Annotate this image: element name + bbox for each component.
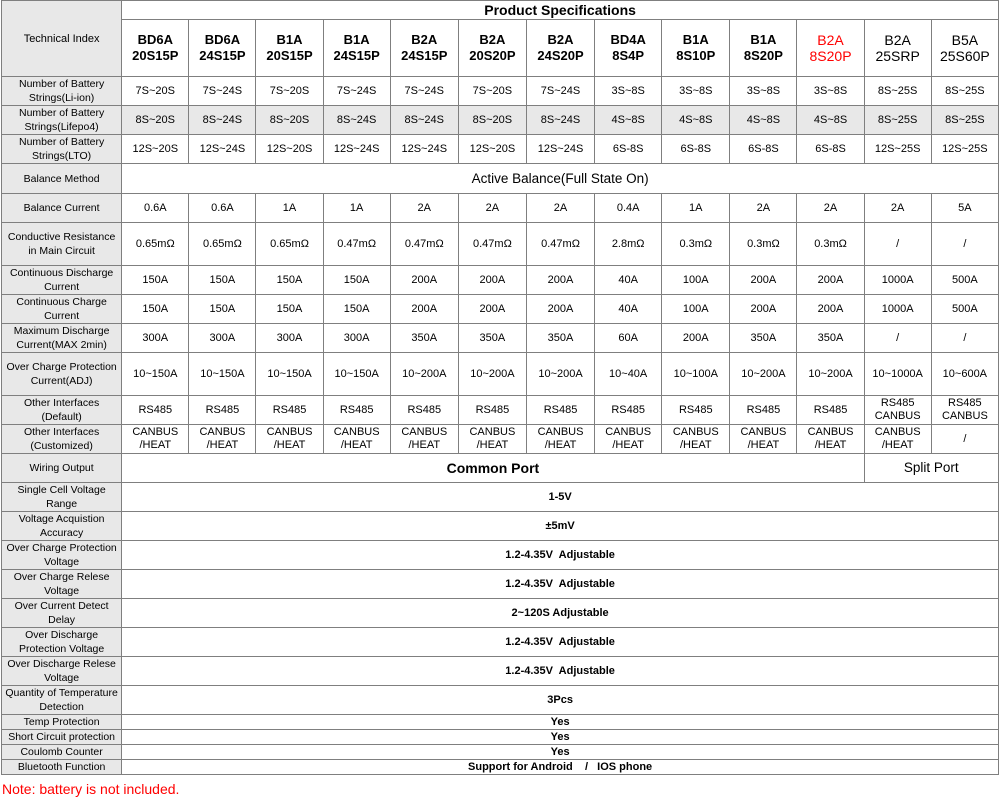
- spec-value: 2A: [864, 194, 931, 223]
- spec-value: 12S~25S: [931, 135, 998, 164]
- spec-label: Over Charge Relese Voltage: [2, 570, 122, 599]
- spec-value: ±5mV: [122, 512, 999, 541]
- spec-value: 3S~8S: [662, 77, 730, 106]
- spec-value: 3S~8S: [730, 77, 797, 106]
- table-row: [2, 106, 999, 135]
- spec-value: 2A: [730, 194, 797, 223]
- model-header: [730, 20, 797, 77]
- spec-value: Yes: [122, 745, 999, 760]
- spec-value: 12S~20S: [256, 135, 323, 164]
- spec-value: 200A: [458, 266, 526, 295]
- spec-value: 8S~20S: [122, 106, 189, 135]
- model-config: 25S60P: [939, 48, 990, 64]
- spec-label: Over Charge Protection Voltage: [2, 541, 122, 570]
- spec-value: 0.47mΩ: [323, 223, 390, 266]
- spec-value: 1.2-4.35V Adjustable: [122, 541, 999, 570]
- spec-label: Bluetooth Function: [2, 760, 122, 775]
- spec-value: 500A: [931, 266, 998, 295]
- spec-value: 500A: [931, 295, 998, 324]
- spec-value: 1A: [662, 194, 730, 223]
- spec-value: 0.6A: [189, 194, 256, 223]
- spec-value: 3Pcs: [122, 686, 999, 715]
- spec-value: 350A: [526, 324, 594, 353]
- spec-value: 8S~20S: [458, 106, 526, 135]
- spec-value: 6S-8S: [662, 135, 730, 164]
- model-series: BD6A: [137, 32, 173, 47]
- spec-value: 0.65mΩ: [256, 223, 323, 266]
- spec-value: Yes: [122, 730, 999, 745]
- table-row: [2, 512, 999, 541]
- spec-value: CANBUS /HEAT: [730, 425, 797, 454]
- spec-value: RS485: [526, 396, 594, 425]
- table-row: [2, 194, 999, 223]
- spec-value: CANBUS /HEAT: [595, 425, 662, 454]
- spec-value: 150A: [323, 295, 390, 324]
- spec-label: Over Charge Protection Current(ADJ): [2, 353, 122, 396]
- table-row: [2, 745, 999, 760]
- table-row: [2, 20, 999, 77]
- spec-value: 10~200A: [390, 353, 458, 396]
- model-header: [797, 20, 864, 77]
- spec-value: 0.47mΩ: [390, 223, 458, 266]
- spec-value: CANBUS /HEAT: [797, 425, 864, 454]
- model-series: B1A: [343, 32, 370, 47]
- table-row: [2, 164, 999, 194]
- table-row: [2, 77, 999, 106]
- spec-value: 3S~8S: [797, 77, 864, 106]
- common-port: Common Port: [122, 454, 864, 483]
- spec-value: 6S-8S: [797, 135, 864, 164]
- spec-value: 12S~20S: [458, 135, 526, 164]
- model-header: [662, 20, 730, 77]
- spec-value: 12S~24S: [323, 135, 390, 164]
- model-series: B2A: [479, 32, 506, 47]
- spec-value: 7S~24S: [526, 77, 594, 106]
- split-port: Split Port: [864, 454, 998, 483]
- model-series: BD4A: [610, 32, 646, 47]
- spec-value: 0.47mΩ: [458, 223, 526, 266]
- spec-value: 10~200A: [797, 353, 864, 396]
- spec-value: 10~200A: [730, 353, 797, 396]
- spec-label: Conductive Resistance in Main Circuit: [2, 223, 122, 266]
- table-row: [2, 541, 999, 570]
- spec-table: [1, 0, 999, 775]
- spec-value: 12S~20S: [122, 135, 189, 164]
- spec-value: 10~1000A: [864, 353, 931, 396]
- spec-value: 300A: [189, 324, 256, 353]
- model-header: [390, 20, 458, 77]
- spec-value: 1A: [323, 194, 390, 223]
- spec-value: /: [931, 324, 998, 353]
- spec-label: Balance Method: [2, 164, 122, 194]
- spec-value: CANBUS /HEAT: [323, 425, 390, 454]
- spec-value: 7S~20S: [256, 77, 323, 106]
- spec-value: 200A: [730, 266, 797, 295]
- spec-label: Short Circuit protection: [2, 730, 122, 745]
- table-row: [2, 730, 999, 745]
- spec-value: 1000A: [864, 295, 931, 324]
- page-title: Product Specifications: [122, 1, 999, 20]
- spec-value: 8S~25S: [864, 77, 931, 106]
- model-config: 24S15P: [333, 48, 380, 63]
- spec-label: Over Current Detect Delay: [2, 599, 122, 628]
- spec-label: Coulomb Counter: [2, 745, 122, 760]
- spec-value: 150A: [256, 266, 323, 295]
- spec-value: CANBUS /HEAT: [864, 425, 931, 454]
- spec-value: 4S~8S: [797, 106, 864, 135]
- spec-value: 12S~24S: [526, 135, 594, 164]
- spec-label: Balance Current: [2, 194, 122, 223]
- spec-value: /: [931, 425, 998, 454]
- model-header: [189, 20, 256, 77]
- model-series: B2A: [411, 32, 438, 47]
- spec-value: 10~200A: [526, 353, 594, 396]
- spec-value: 10~150A: [122, 353, 189, 396]
- spec-value: RS485: [797, 396, 864, 425]
- spec-value: CANBUS /HEAT: [526, 425, 594, 454]
- spec-value: 150A: [189, 266, 256, 295]
- spec-value: 4S~8S: [662, 106, 730, 135]
- spec-value: 1.2-4.35V Adjustable: [122, 570, 999, 599]
- spec-value: 200A: [797, 266, 864, 295]
- spec-value: 12S~24S: [189, 135, 256, 164]
- spec-label: Temp Protection: [2, 715, 122, 730]
- spec-value: 12S~24S: [390, 135, 458, 164]
- model-series: B1A: [750, 32, 777, 47]
- spec-value: Yes: [122, 715, 999, 730]
- spec-value: 350A: [797, 324, 864, 353]
- spec-value: 8S~24S: [323, 106, 390, 135]
- spec-value: RS485: [595, 396, 662, 425]
- spec-value: 8S~24S: [526, 106, 594, 135]
- table-row: [2, 570, 999, 599]
- spec-value: 150A: [122, 295, 189, 324]
- spec-value: 40A: [595, 266, 662, 295]
- table-row: [2, 483, 999, 512]
- model-series: B1A: [682, 32, 709, 47]
- spec-value: CANBUS /HEAT: [662, 425, 730, 454]
- spec-value: 0.4A: [595, 194, 662, 223]
- spec-value: 0.65mΩ: [122, 223, 189, 266]
- table-row: [2, 628, 999, 657]
- spec-value: Active Balance(Full State On): [122, 164, 999, 194]
- model-header: [122, 20, 189, 77]
- spec-value: 350A: [730, 324, 797, 353]
- spec-value: 300A: [256, 324, 323, 353]
- spec-value: 200A: [390, 295, 458, 324]
- spec-label: Over Discharge Relese Voltage: [2, 657, 122, 686]
- spec-value: 6S-8S: [730, 135, 797, 164]
- model-header: [595, 20, 662, 77]
- spec-value: CANBUS /HEAT: [189, 425, 256, 454]
- spec-value: RS485 CANBUS: [931, 396, 998, 425]
- spec-value: 3S~8S: [595, 77, 662, 106]
- spec-value: 0.65mΩ: [189, 223, 256, 266]
- model-series: B2A: [884, 32, 911, 48]
- spec-value: 7S~20S: [458, 77, 526, 106]
- spec-value: 100A: [662, 295, 730, 324]
- model-series: B5A: [951, 32, 979, 48]
- model-series: BD6A: [204, 32, 241, 47]
- spec-label: Single Cell Voltage Range: [2, 483, 122, 512]
- spec-value: 300A: [122, 324, 189, 353]
- spec-value: 4S~8S: [730, 106, 797, 135]
- spec-value: 200A: [797, 295, 864, 324]
- spec-value: 7S~24S: [189, 77, 256, 106]
- spec-value: 350A: [458, 324, 526, 353]
- spec-value: 6S-8S: [595, 135, 662, 164]
- model-config: 25SRP: [875, 48, 920, 64]
- spec-value: 1000A: [864, 266, 931, 295]
- spec-value: RS485 CANBUS: [864, 396, 931, 425]
- spec-value: 200A: [526, 295, 594, 324]
- spec-value: 350A: [390, 324, 458, 353]
- model-config: 24S15P: [199, 48, 246, 63]
- spec-label: Voltage Acquistion Accuracy: [2, 512, 122, 541]
- spec-value: 8S~20S: [256, 106, 323, 135]
- spec-value: RS485: [390, 396, 458, 425]
- spec-value: 8S~25S: [864, 106, 931, 135]
- spec-value: 7S~24S: [323, 77, 390, 106]
- spec-label: Number of Battery Strings(Li-ion): [2, 77, 122, 106]
- model-header: [458, 20, 526, 77]
- spec-value: 60A: [595, 324, 662, 353]
- spec-value: RS485: [730, 396, 797, 425]
- spec-value: /: [864, 324, 931, 353]
- spec-value: 12S~25S: [864, 135, 931, 164]
- model-header: [323, 20, 390, 77]
- spec-value: 200A: [526, 266, 594, 295]
- model-config: 20S15P: [132, 48, 179, 63]
- spec-value: 150A: [189, 295, 256, 324]
- spec-value: RS485: [122, 396, 189, 425]
- spec-value: RS485: [323, 396, 390, 425]
- spec-label: Wiring Output: [2, 454, 122, 483]
- table-row: [2, 715, 999, 730]
- model-series: B1A: [276, 32, 303, 47]
- spec-value: 1.2-4.35V Adjustable: [122, 657, 999, 686]
- spec-value: 200A: [730, 295, 797, 324]
- model-config: 8S20P: [809, 48, 852, 64]
- spec-value: 5A: [931, 194, 998, 223]
- spec-value: 7S~20S: [122, 77, 189, 106]
- model-series: B2A: [547, 32, 574, 47]
- table-row: [2, 1, 999, 20]
- spec-value: 8S~24S: [390, 106, 458, 135]
- spec-label: Maximum Discharge Current(MAX 2min): [2, 324, 122, 353]
- model-header: [864, 20, 931, 77]
- table-row: [2, 657, 999, 686]
- spec-value: 100A: [662, 266, 730, 295]
- spec-value: /: [931, 223, 998, 266]
- model-header: [256, 20, 323, 77]
- spec-value: 2A: [390, 194, 458, 223]
- table-row: [2, 599, 999, 628]
- spec-value: 10~600A: [931, 353, 998, 396]
- table-row: [2, 353, 999, 396]
- spec-value: RS485: [458, 396, 526, 425]
- spec-label: Other Interfaces (Default): [2, 396, 122, 425]
- spec-value: 8S~25S: [931, 77, 998, 106]
- model-series: B2A: [817, 32, 844, 48]
- table-row: [2, 135, 999, 164]
- table-row: [2, 266, 999, 295]
- spec-value: 4S~8S: [595, 106, 662, 135]
- spec-value: 8S~25S: [931, 106, 998, 135]
- model-config: 8S20P: [743, 48, 783, 63]
- spec-value: 0.47mΩ: [526, 223, 594, 266]
- model-header: [526, 20, 594, 77]
- spec-value: 2A: [797, 194, 864, 223]
- table-row: [2, 396, 999, 425]
- spec-label: Over Discharge Protection Voltage: [2, 628, 122, 657]
- spec-value: 0.3mΩ: [797, 223, 864, 266]
- spec-value: RS485: [256, 396, 323, 425]
- table-row: [2, 324, 999, 353]
- spec-value: 2A: [458, 194, 526, 223]
- spec-value: RS485: [662, 396, 730, 425]
- spec-value: CANBUS /HEAT: [256, 425, 323, 454]
- spec-value: /: [864, 223, 931, 266]
- spec-value: 0.6A: [122, 194, 189, 223]
- table-row: [2, 454, 999, 483]
- spec-value: 300A: [323, 324, 390, 353]
- battery-note: Note: battery is not included.: [2, 781, 180, 797]
- spec-value: 150A: [256, 295, 323, 324]
- spec-value: Support for Android / IOS phone: [122, 760, 999, 775]
- model-config: 8S10P: [676, 48, 716, 63]
- model-config: 20S20P: [469, 48, 516, 63]
- spec-value: 10~200A: [458, 353, 526, 396]
- spec-value: CANBUS /HEAT: [122, 425, 189, 454]
- spec-value: CANBUS /HEAT: [390, 425, 458, 454]
- spec-value: 150A: [122, 266, 189, 295]
- spec-value: CANBUS /HEAT: [458, 425, 526, 454]
- spec-label: Quantity of Temperature Detection: [2, 686, 122, 715]
- spec-value: 1-5V: [122, 483, 999, 512]
- table-row: [2, 223, 999, 266]
- spec-label: Other Interfaces (Customized): [2, 425, 122, 454]
- spec-value: 2A: [526, 194, 594, 223]
- table-row: [2, 760, 999, 775]
- model-config: 24S15P: [401, 48, 448, 63]
- spec-value: 200A: [458, 295, 526, 324]
- spec-value: 200A: [662, 324, 730, 353]
- spec-value: 10~150A: [323, 353, 390, 396]
- spec-value: 10~150A: [256, 353, 323, 396]
- spec-value: 1.2-4.35V Adjustable: [122, 628, 999, 657]
- model-header: [931, 20, 998, 77]
- spec-value: 8S~24S: [189, 106, 256, 135]
- model-config: 8S4P: [612, 48, 645, 63]
- spec-label: Number of Battery Strings(LTO): [2, 135, 122, 164]
- spec-value: 40A: [595, 295, 662, 324]
- spec-value: 10~40A: [595, 353, 662, 396]
- table-row: [2, 425, 999, 454]
- table-row: [2, 295, 999, 324]
- spec-value: 10~100A: [662, 353, 730, 396]
- spec-value: 2~120S Adjustable: [122, 599, 999, 628]
- spec-label: Continuous Charge Current: [2, 295, 122, 324]
- spec-value: 2.8mΩ: [595, 223, 662, 266]
- spec-label: Continuous Discharge Current: [2, 266, 122, 295]
- spec-label: Number of Battery Strings(Lifepo4): [2, 106, 122, 135]
- spec-value: 10~150A: [189, 353, 256, 396]
- spec-value: 150A: [323, 266, 390, 295]
- header-label: Technical Index: [2, 1, 122, 77]
- spec-value: RS485: [189, 396, 256, 425]
- spec-value: 1A: [256, 194, 323, 223]
- spec-value: 200A: [390, 266, 458, 295]
- model-config: 20S15P: [266, 48, 313, 63]
- spec-value: 0.3mΩ: [730, 223, 797, 266]
- model-config: 24S20P: [537, 48, 584, 63]
- spec-value: 0.3mΩ: [662, 223, 730, 266]
- table-row: [2, 686, 999, 715]
- spec-value: 7S~24S: [390, 77, 458, 106]
